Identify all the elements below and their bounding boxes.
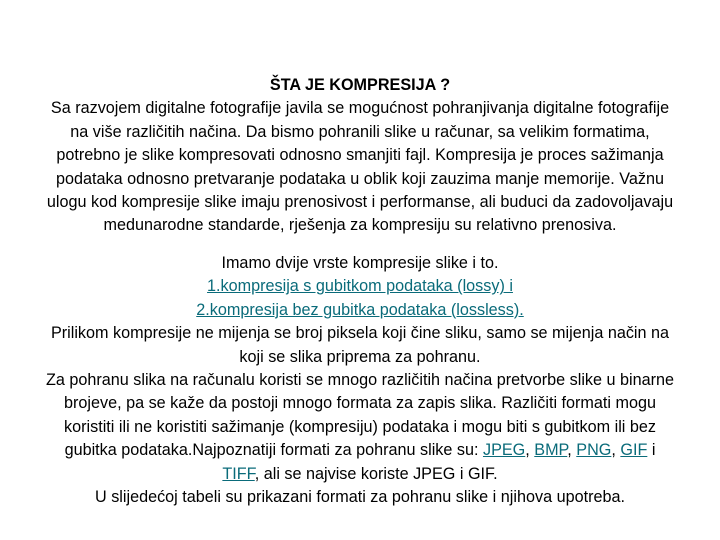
jpeg-link[interactable]: JPEG (482, 441, 526, 460)
formats-line: Za pohranu slika na računalu koristi se mnogo različitih načina pretvorbe slike u binarne (45, 371, 675, 390)
lossless-compression-link[interactable]: 2.kompresija bez gubitka podataka (lossless). (196, 300, 524, 319)
formats-line: brojeve, pa se kaže da postoji mnogo formata za zapis slika. Različiti formati mogu (63, 394, 656, 413)
types-intro: Imamo dvije vrste kompresije slike i to. (221, 254, 499, 272)
separator: , (611, 441, 621, 460)
separator: , (525, 441, 535, 460)
intro-line: Sa razvojem digitalne fotografije javila se mogućnost pohranjivanja digitalne fotografije (50, 99, 670, 118)
formats-line: koristiti ili ne koristiti sažimanje (kompresiju) podataka i mogu biti s gubitkom ili bez (64, 417, 656, 436)
separator: i (647, 441, 656, 460)
intro-line: potrebno je slike kompresovati odnosno smanjiti fajl. Kompresija je proces sažimanja (56, 146, 664, 165)
intro-line: ulogu kod kompresije slike imaju prenosivost i performanse, ali buduci da zadovoljavaju (46, 193, 674, 212)
intro-section (4, 74, 716, 238)
intro-line: na više različitih načina. Da bismo pohranili slike u računar, sa velikim formatima, (70, 122, 650, 141)
png-link[interactable]: PNG (576, 441, 612, 460)
types-section (4, 252, 716, 509)
lossy-compression-link[interactable]: 1.kompresija s gubitkom podataka (lossy) i (207, 277, 513, 296)
pixel-line: koji se slika priprema za pohranu. (239, 347, 481, 366)
formats-list-line (4, 439, 716, 462)
tiff-link[interactable]: TIFF (222, 464, 255, 483)
intro-line: medunarodne standarde, rješenja za kompresiju su relativno prenosiva. (103, 216, 617, 235)
intro-line: podataka odnosno pretvaranje podataka u oblik koji zauzima manje memorije. Važnu (56, 169, 664, 188)
pixel-line: Prilikom kompresije ne mijenja se broj piksela koji čine sliku, samo se mijenja način na (50, 324, 670, 343)
formats-tail-line (4, 463, 716, 486)
formats-lead: gubitka podataka.Najpoznatiji formati za pohranu slike su: (64, 441, 483, 460)
formats-tail: , ali se najvise koriste JPEG i GIF. (254, 464, 498, 483)
closing-line: U slijedećoj tabeli su prikazani formati za pohranu slike i njihova upotreba. (95, 488, 625, 507)
page-title: ŠTA JE KOMPRESIJA ? (269, 76, 451, 94)
gif-link[interactable]: GIF (620, 441, 648, 460)
bmp-link[interactable]: BMP (534, 441, 568, 460)
separator: , (567, 441, 577, 460)
